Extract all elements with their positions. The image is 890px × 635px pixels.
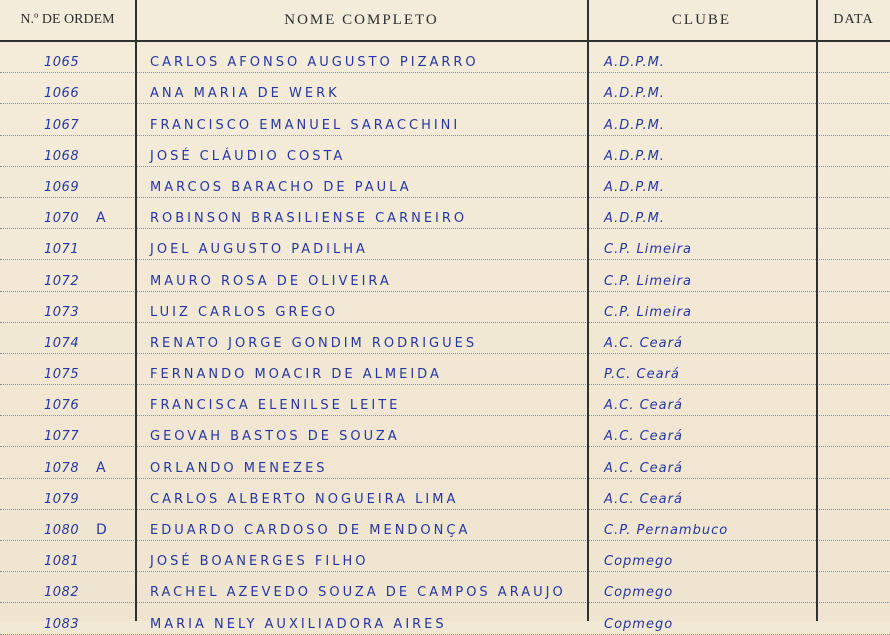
full-name: GEOVAH BASTOS DE SOUZA: [150, 429, 400, 445]
table-row: [0, 510, 890, 541]
order-number: 1067: [44, 117, 80, 133]
full-name: MAURO ROSA DE OLIVEIRA: [150, 273, 392, 289]
club-name: A.D.P.M.: [604, 211, 665, 227]
club-name: Copmego: [604, 585, 674, 601]
header-full-name: NOME COMPLETO: [284, 12, 439, 28]
club-name: P.C. Ceará: [604, 367, 680, 383]
full-name: RACHEL AZEVEDO SOUZA DE CAMPOS ARAUJO: [150, 585, 566, 601]
full-name: RENATO JORGE GONDIM RODRIGUES: [150, 335, 478, 351]
club-name: A.C. Ceará: [604, 398, 683, 414]
table-row: [0, 42, 890, 73]
header-club: CLUBE: [671, 12, 732, 28]
club-name: Copmego: [604, 616, 674, 632]
club-name: A.D.P.M.: [604, 55, 665, 71]
order-number: 1082: [44, 585, 80, 601]
table-row: [0, 479, 890, 510]
club-name: A.D.P.M.: [604, 148, 665, 164]
ledger-rows: [0, 42, 890, 635]
order-number: 1072: [44, 273, 80, 289]
full-name: MARIA NELY AUXILIADORA AIRES: [150, 616, 447, 632]
order-number: 1080: [44, 523, 80, 538]
table-row: [0, 198, 890, 229]
header-date: DATA: [833, 12, 874, 27]
column-divider: [816, 0, 818, 621]
club-name: C.P. Limeira: [604, 242, 692, 258]
table-row: [0, 354, 890, 385]
order-number: 1075: [44, 367, 80, 383]
full-name: LUIZ CARLOS GREGO: [150, 304, 339, 320]
order-number: 1079: [44, 491, 80, 507]
club-name: A.C. Ceará: [604, 429, 683, 445]
club-name: C.P. Limeira: [604, 304, 692, 320]
full-name: ANA MARIA DE WERK: [150, 86, 340, 102]
full-name: JOEL AUGUSTO PADILHA: [150, 242, 368, 258]
order-mark: A: [96, 459, 106, 476]
table-row: [0, 447, 890, 478]
club-name: Copmego: [604, 554, 674, 570]
table-row: [0, 323, 890, 354]
full-name: MARCOS BARACHO DE PAULA: [150, 179, 412, 195]
full-name: EDUARDO CARDOSO DE MENDONÇA: [150, 523, 471, 538]
order-number: 1074: [44, 335, 80, 351]
full-name: FERNANDO MOACIR DE ALMEIDA: [150, 367, 442, 383]
club-name: C.P. Limeira: [604, 273, 692, 289]
full-name: ORLANDO MENEZES: [150, 460, 328, 476]
order-number: 1071: [44, 242, 80, 258]
order-number: 1068: [44, 148, 80, 164]
table-row: [0, 385, 890, 416]
table-row: [0, 229, 890, 260]
order-number: 1073: [44, 304, 80, 320]
order-number: 1066: [44, 86, 80, 102]
column-divider: [135, 0, 137, 621]
full-name: CARLOS AFONSO AUGUSTO PIZARRO: [150, 55, 479, 71]
club-name: C.P. Pernambuco: [604, 523, 729, 538]
full-name: FRANCISCA ELENILSE LEITE: [150, 398, 401, 414]
order-number: 1081: [44, 554, 80, 570]
order-number: 1078: [44, 460, 80, 476]
table-row: [0, 73, 890, 104]
header-order-number: N.º DE ORDEM: [20, 12, 115, 27]
order-mark: A: [96, 210, 106, 227]
full-name: CARLOS ALBERTO NOGUEIRA LIMA: [150, 491, 459, 507]
column-divider: [587, 0, 589, 621]
order-number: 1069: [44, 179, 80, 195]
order-number: 1070: [44, 211, 80, 227]
order-number: 1065: [44, 55, 80, 71]
order-number: 1083: [44, 616, 80, 632]
table-row: [0, 541, 890, 572]
order-number: 1076: [44, 398, 80, 414]
order-number: 1077: [44, 429, 80, 445]
table-row: [0, 572, 890, 603]
full-name: JOSÉ BOANERGES FILHO: [150, 554, 369, 570]
full-name: ROBINSON BRASILIENSE CARNEIRO: [150, 211, 468, 227]
full-name: FRANCISCO EMANUEL SARACCHINI: [150, 117, 461, 133]
club-name: A.C. Ceará: [604, 335, 683, 351]
table-row: [0, 292, 890, 323]
club-name: A.C. Ceará: [604, 491, 683, 507]
full-name: JOSÉ CLÁUDIO COSTA: [150, 148, 346, 164]
table-row: [0, 167, 890, 198]
table-row: [0, 416, 890, 447]
club-name: A.D.P.M.: [604, 179, 665, 195]
table-header: [0, 0, 890, 42]
table-row: [0, 136, 890, 167]
club-name: A.D.P.M.: [604, 86, 665, 102]
table-row: [0, 104, 890, 135]
club-name: A.D.P.M.: [604, 117, 665, 133]
table-row: [0, 603, 890, 634]
order-mark: D: [96, 522, 107, 538]
club-name: A.C. Ceará: [604, 460, 683, 476]
table-row: [0, 260, 890, 291]
